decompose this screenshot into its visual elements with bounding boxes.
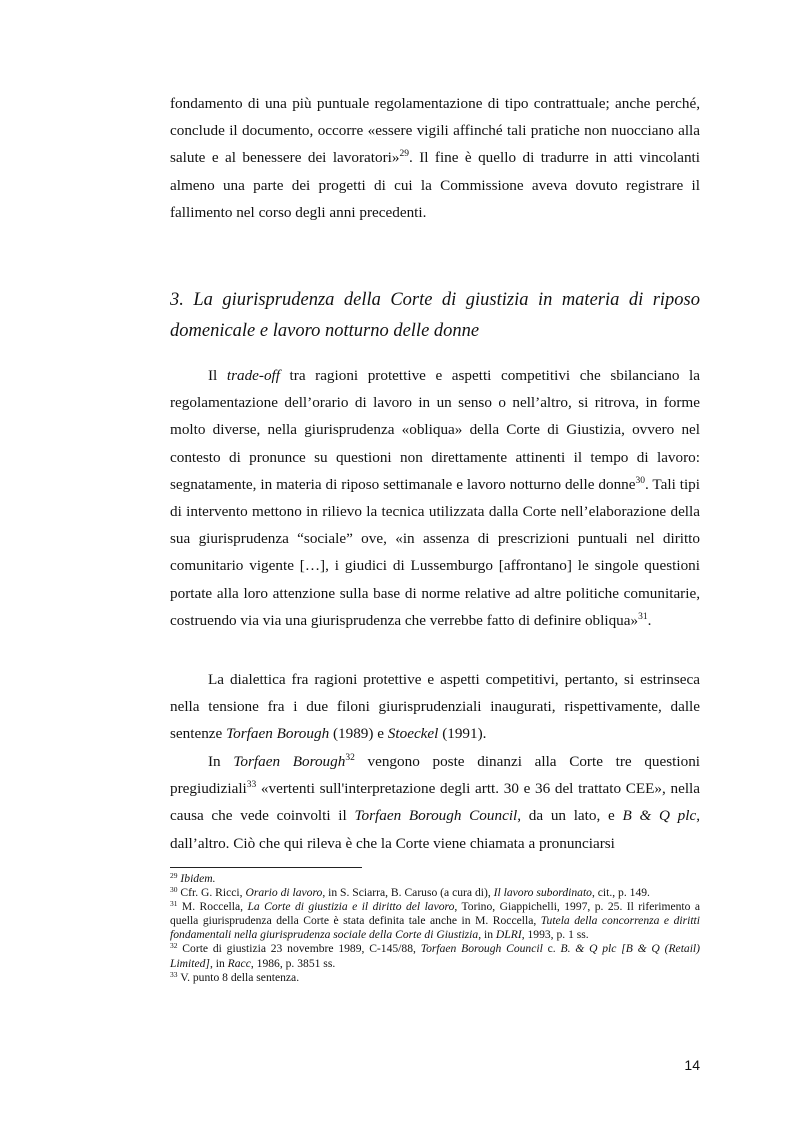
party-name: B & Q plc	[622, 807, 697, 825]
intro-paragraph	[170, 90, 700, 226]
paragraph-2-text: La dialettica fra ragioni protettive e aspetti competitivi, pertanto, si estrinseca nella tensione fra i due filoni giurisprudenziali inaugurati, rispettivamente, dalle sentenze	[170, 671, 700, 743]
case-name-torfaen: Torfaen Borough	[233, 753, 346, 770]
footnote-text: c.	[542, 942, 561, 956]
footnote-text: , in	[478, 928, 496, 942]
paragraph-3-text: , dall’altro. Ciò che qui rileva è che la Corte viene chiamata a pronunciarsi	[170, 807, 700, 852]
footnote-text: , in	[209, 956, 228, 970]
footnote-ref-30: 30	[635, 475, 645, 486]
footnote-title: La Corte di giustizia e il diritto del lavoro	[247, 900, 455, 914]
footnote-ref-29: 29	[399, 149, 409, 160]
footnote-30	[170, 886, 700, 900]
party-name: Torfaen Borough Council	[354, 807, 518, 825]
footnote-number: 30	[170, 885, 178, 895]
paragraph-3-text: In	[208, 753, 234, 770]
paragraph-2-text: (1989) e	[329, 725, 388, 743]
footnote-party: Torfaen Borough Council	[420, 942, 543, 956]
footnote-title: Il lavoro subordinato	[493, 886, 592, 900]
footnote-text: , Torino, Giappichelli, 1997, p. 25. Il riferimento a quella giurisprudenza della Corte è stata definita tale anche in M. Roccella,	[170, 900, 701, 928]
footnote-number: 31	[170, 899, 178, 909]
footnote-separator	[170, 867, 362, 868]
footnote-text: V. punto 8 della sentenza.	[177, 970, 300, 984]
footnotes	[170, 872, 700, 985]
case-name-stoeckel: Stoeckel	[387, 725, 439, 743]
paragraph-3-text: , da un lato, e	[517, 807, 623, 825]
paragraph-3	[170, 748, 700, 857]
footnote-ref-32: 32	[345, 753, 355, 763]
footnote-text: Ibidem.	[180, 872, 216, 885]
paragraph-2-text: (1991).	[438, 725, 487, 743]
footnote-ref-33: 33	[246, 780, 257, 791]
footnote-number: 29	[170, 871, 178, 880]
case-name-torfaen: Torfaen Borough	[226, 725, 330, 743]
footnote-number: 32	[170, 941, 178, 951]
paragraph-3-text: «vertenti sull'interpretazione degli artt. 30 e 36 del trattato CEE», nella causa che vede coinvolti il	[170, 780, 700, 825]
term-trade-off: trade-off	[226, 367, 280, 384]
paragraph-1-text: . Tali tipi di intervento mettono in rilievo la tecnica utilizzata dalla Corte nell’elaborazione della sua giurisprudenza “sociale” ove, «in assenza di prescrizioni puntuali nel diritto comunitario vigente […], i giudici di Lussemburgo [affrontano] le singole questioni portate alla loro attenzione sulla base di norme relative ad altre politiche comunitarie, costruendo via via una giurisprudenza che verrebbe fatto di definire obliqua»	[170, 475, 700, 629]
footnote-text: , cit., p. 149.	[591, 886, 650, 900]
footnote-party: B. & Q plc [B & Q (Retail) Limited]	[170, 942, 701, 970]
footnote-31	[170, 900, 700, 942]
paragraph-2	[170, 666, 700, 748]
intro-text: fondamento di una più puntuale regolamentazione di tipo contrattuale; anche perché, conclude il documento, occorre «essere vigili affinché tali pratiche non nuocciano alla salute e al benessere dei lavoratori»	[170, 95, 700, 167]
footnote-ref-31: 31	[638, 611, 648, 622]
paragraph-1-text: .	[647, 611, 652, 629]
paragraph-1-text: tra ragioni protettive e aspetti competitivi che sbilanciano la regolamentazione dell’orario di lavoro in un senso o nell’altro, si ritrova, in forme molto diverse, nella giurisprudenza «obliqua» della Corte di Giustizia, ovvero nel contesto di pronunce su questioni non direttamente attinenti il tempo di lavoro: segnatamente, in materia di riposo settimanale e lavoro notturno delle donne	[170, 367, 701, 493]
footnote-text: , in S. Sciarra, B. Caruso (a cura di),	[322, 886, 494, 900]
footnote-title: Tutela della concorrenza e diritti fondamentali nella giurisprudenza sociale della Corte di Giustizia	[170, 914, 700, 942]
paragraph-3-text: vengono poste dinanzi alla Corte tre questioni pregiudiziali	[170, 753, 701, 798]
footnote-text: , 1993, p. 1 ss.	[521, 928, 589, 942]
footnote-journal: Racc	[227, 956, 251, 970]
footnote-33	[170, 971, 700, 985]
footnote-29	[170, 872, 700, 886]
footnote-text: Corte di giustizia 23 novembre 1989, C-145/88,	[177, 942, 421, 956]
footnote-text: , 1986, p. 3851 ss.	[250, 956, 336, 970]
section-heading: 3. La giurisprudenza della Corte di giustizia in materia di riposo domenicale e lavoro notturno delle donne	[170, 290, 700, 341]
footnote-text: Cfr. G. Ricci,	[177, 886, 246, 900]
paragraph-1	[170, 362, 700, 634]
intro-text-end: . Il fine è quello di tradurre in atti vincolanti almeno una parte dei progetti di cui la Commissione aveva dovuto registrare il fallimento nel corso degli anni precedenti.	[170, 149, 700, 221]
footnote-32	[170, 942, 700, 970]
footnote-journal: DLRI	[495, 928, 522, 942]
footnote-text: M. Roccella,	[177, 900, 248, 914]
footnote-title: Orario di lavoro	[245, 886, 323, 900]
page-number: 14	[684, 1057, 700, 1073]
footnote-number: 33	[170, 969, 178, 979]
paragraph-1-text: Il	[208, 367, 227, 384]
